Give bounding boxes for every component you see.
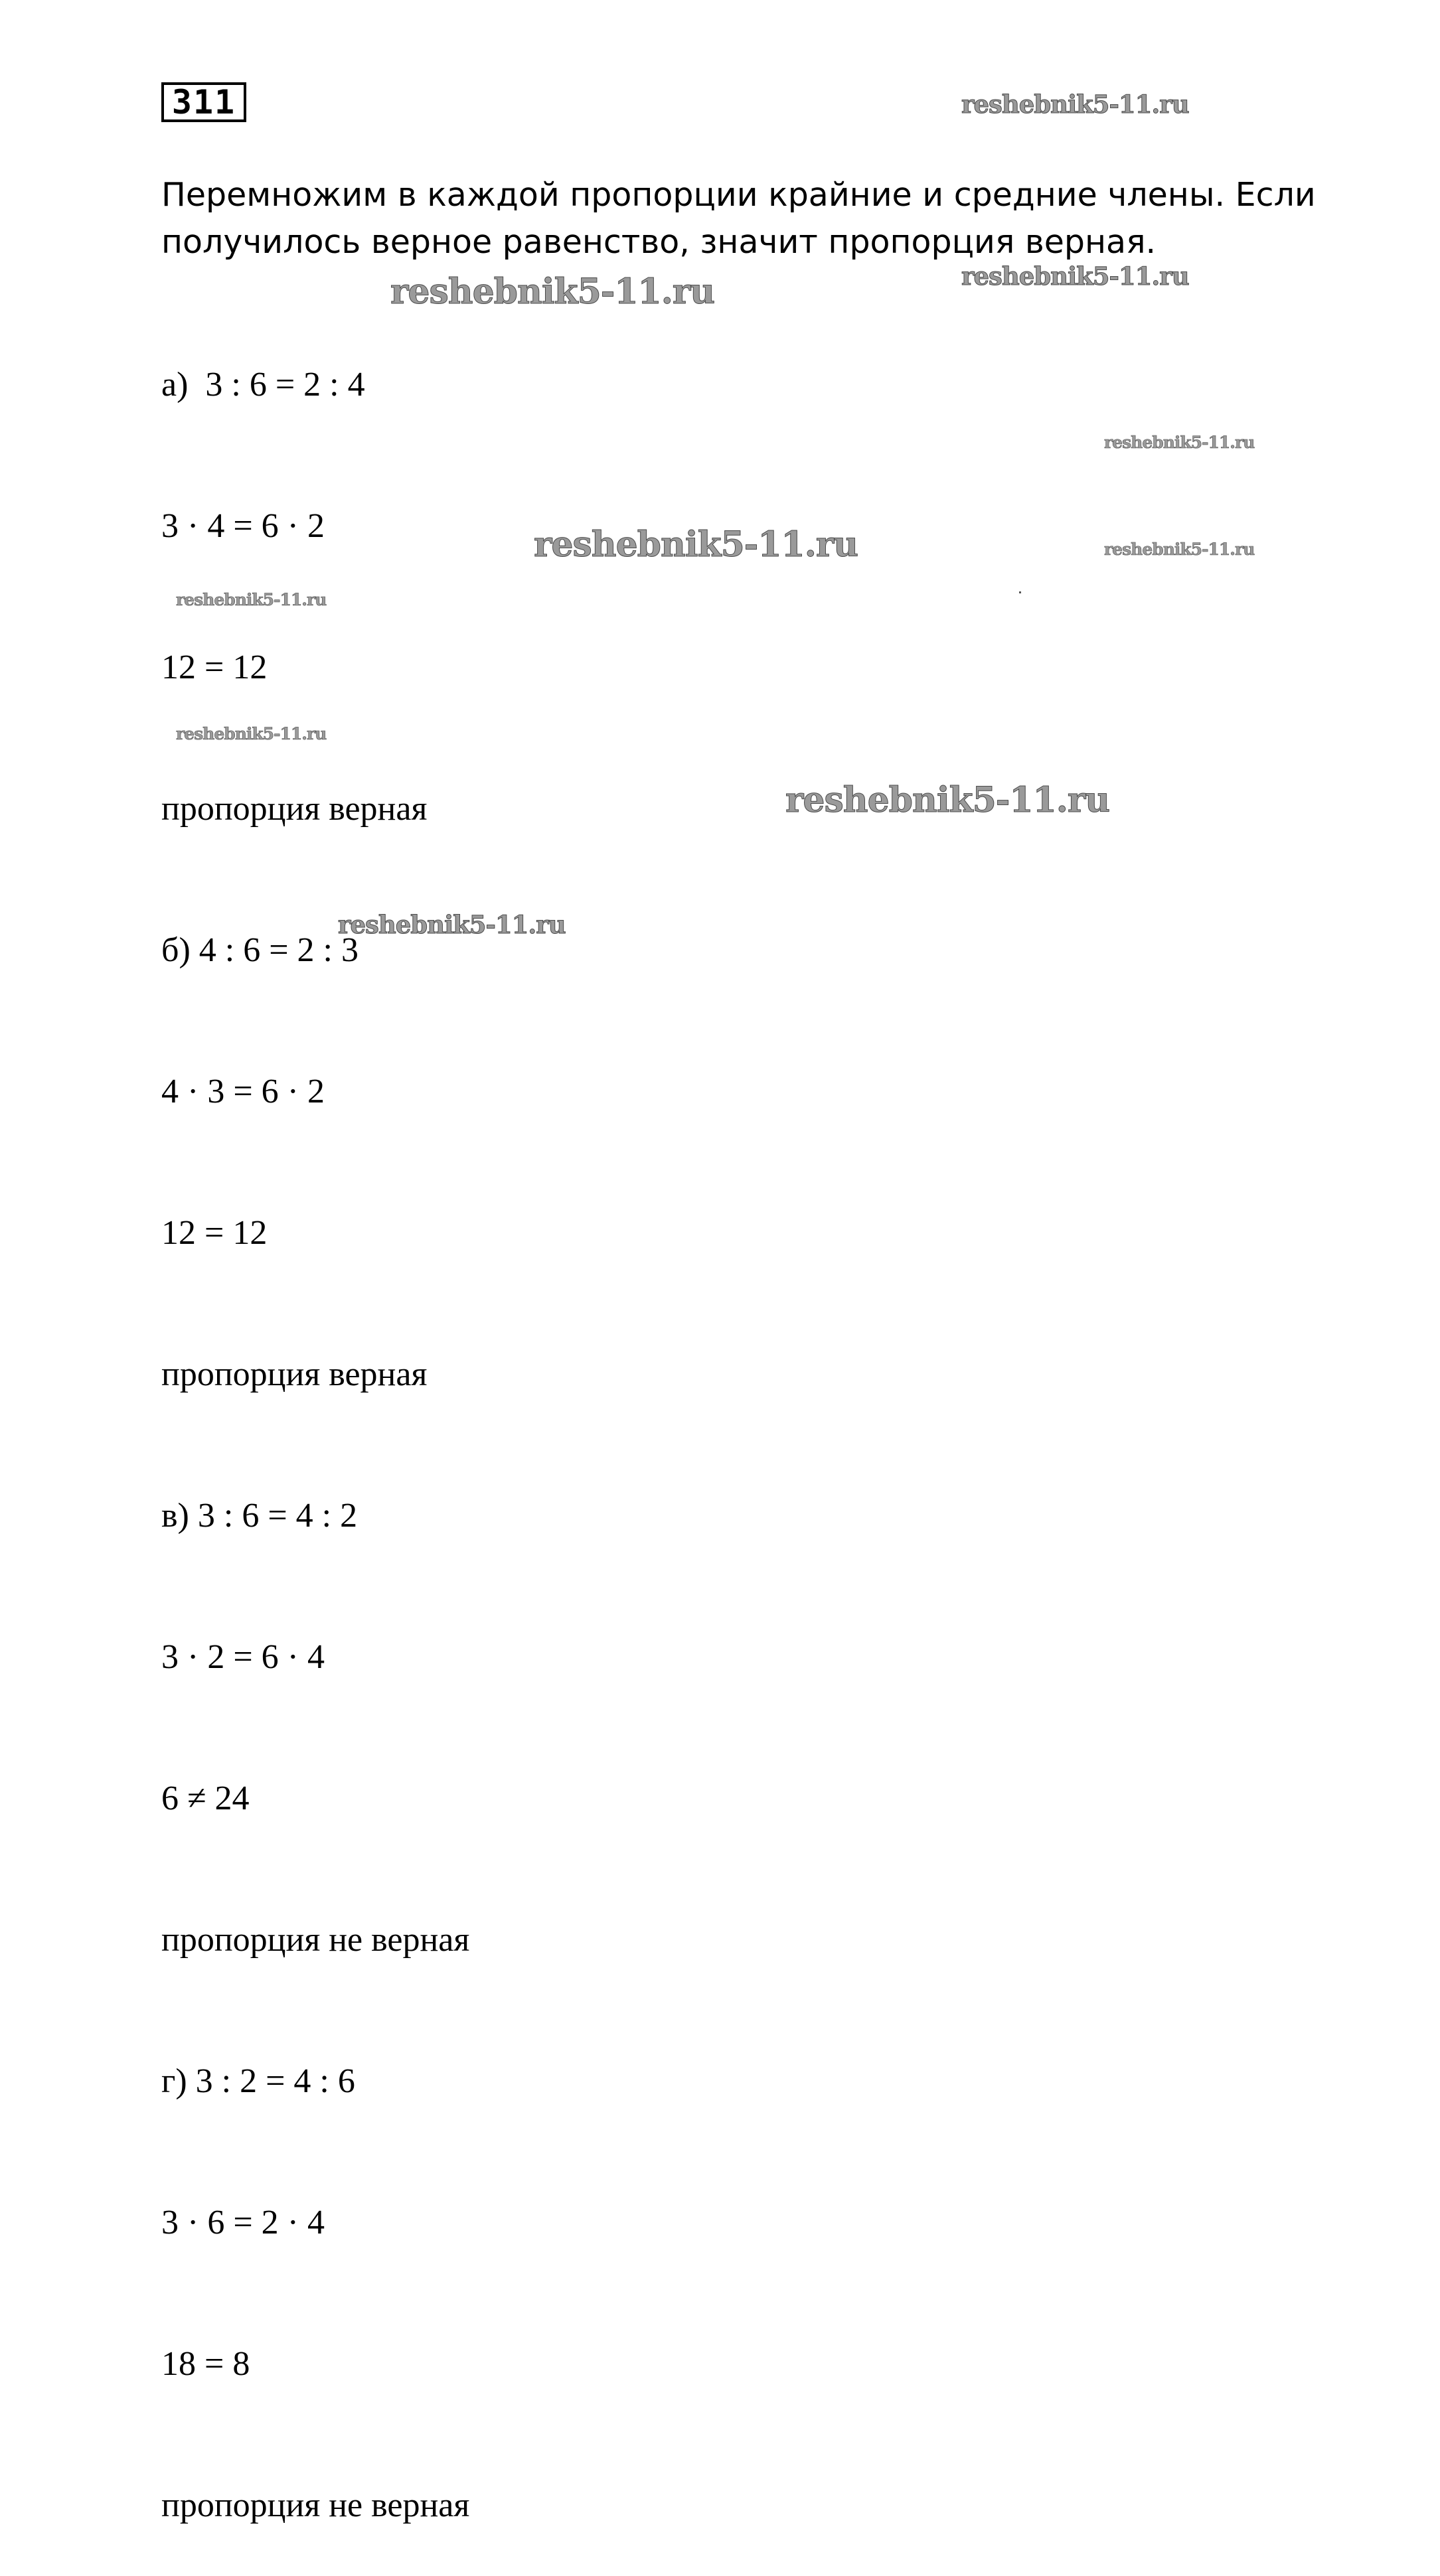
task-number: 311 [171,83,236,121]
watermark: reshebnik5-11.ru [785,780,1110,820]
watermark: reshebnik5-11.ru [390,271,715,312]
solution-block [161,267,469,2576]
watermark: reshebnik5-11.ru [338,910,566,939]
case-a-result: 12 = 12 [161,648,268,686]
case-c-verdict: пропорция не верная [161,1921,470,1959]
case-b-result: 12 = 12 [161,1214,268,1252]
watermark: reshebnik5-11.ru [1104,540,1255,559]
scan-speck [1019,591,1021,593]
intro-line: получилось верное равенство, значит пропорция верная. [161,223,1157,261]
task-number-box [161,82,246,122]
case-a-product: 3 · 4 = 6 · 2 [161,507,325,545]
case-b-product: 4 · 3 = 6 · 2 [161,1073,325,1110]
watermark: reshebnik5-11.ru [961,262,1189,291]
case-c-proportion: в) 3 : 6 = 4 : 2 [161,1497,358,1535]
intro-line: Перемножим в каждой пропорции крайние и средние члены. Если [161,176,1316,214]
intro-paragraph [161,171,1316,265]
watermark: reshebnik5-11.ru [176,724,327,743]
case-b-proportion: б) 4 : 6 = 2 : 3 [161,931,359,969]
case-d-verdict: пропорция не верная [161,2486,470,2524]
case-d-proportion: г) 3 : 2 = 4 : 6 [161,2062,355,2100]
case-a-proportion: а) 3 : 6 = 2 : 4 [161,366,365,404]
watermark: reshebnik5-11.ru [534,524,858,565]
case-a-verdict: пропорция верная [161,790,428,828]
case-d-result: 18 = 8 [161,2345,250,2383]
case-c-result: 6 ≠ 24 [161,1780,250,1817]
case-c-product: 3 · 2 = 6 · 4 [161,1638,325,1676]
case-d-product: 3 · 6 = 2 · 4 [161,2204,325,2241]
case-b-verdict: пропорция верная [161,1355,428,1393]
watermark: reshebnik5-11.ru [176,590,327,609]
watermark: reshebnik5-11.ru [961,90,1189,119]
watermark: reshebnik5-11.ru [1104,433,1255,452]
